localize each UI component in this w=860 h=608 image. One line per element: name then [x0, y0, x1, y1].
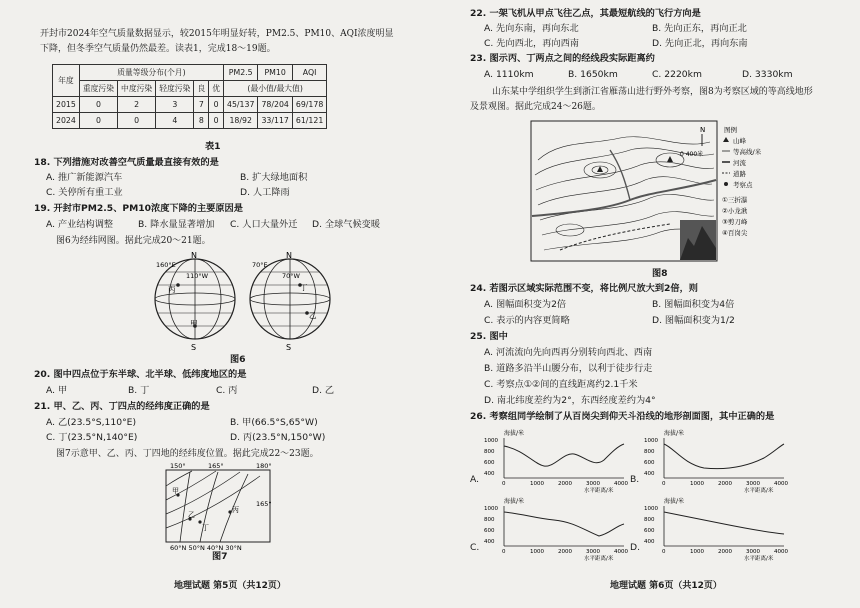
q24-option-c: C. 表示的内容更简略 [484, 315, 570, 326]
profile-line [504, 444, 624, 466]
q24-option-a: A. 图幅面积变为2倍 [484, 299, 567, 310]
q24-option-b: B. 图幅面积变为4倍 [652, 299, 735, 310]
row-year: 2024 [53, 113, 80, 129]
legend-title: 图例 [724, 126, 737, 134]
table-cell: 69/178 [292, 97, 326, 113]
q19-option-d: D. 全球气候变暖 [312, 219, 381, 230]
q18-option-a: A. 推广新能源汽车 [46, 172, 123, 183]
profile-chart-d [640, 496, 790, 562]
point-ding: 丁 [300, 283, 308, 292]
profile-chart-c [480, 496, 630, 562]
x-tick-label: 2000 [718, 549, 732, 555]
q19-option-c: C. 人口大量外迁 [230, 219, 298, 230]
fig6-caption: 图6 [230, 354, 246, 365]
q23-option-b: B. 1650km [568, 69, 618, 80]
s-label: S [286, 343, 292, 352]
point-1: ①三折瀑 [722, 196, 748, 204]
header-col: 重度污染 [79, 81, 117, 97]
profile-line [664, 512, 784, 534]
legend-river: 河流 [733, 159, 746, 167]
q18-stem: 18. 下列措施对改善空气质量最直接有效的是 [34, 157, 219, 168]
q21-stem: 21. 甲、乙、丙、丁四点的经纬度正确的是 [34, 401, 210, 412]
table-cell: 0 [118, 113, 156, 129]
x-tick-label: 0 [662, 481, 666, 487]
q22-option-d: D. 先向正北，再向东南 [652, 38, 748, 49]
q20-option-d: D. 乙 [312, 385, 335, 396]
table-cell: 8 [194, 113, 209, 129]
x-tick-label: 0 [502, 549, 506, 555]
y-tick-label: 800 [484, 449, 495, 455]
table-cell: 4 [156, 113, 194, 129]
fig7-point-yi: 乙 [188, 511, 195, 519]
y-tick-label: 800 [644, 517, 655, 523]
q19-stem: 19. 开封市PM2.5、PM10浓度下降的主要原因是 [34, 203, 243, 214]
fig7-point-bing: 丙 [232, 506, 239, 514]
header-pm25: PM2.5 [224, 65, 258, 81]
north-label: N [700, 126, 706, 134]
table-cell: 2 [118, 97, 156, 113]
profile-ylabel: 海拔/米 [664, 430, 685, 437]
y-tick-label: 400 [484, 471, 495, 477]
q23-option-a: A. 1110km [484, 69, 534, 80]
table-cell: 78/204 [258, 97, 292, 113]
intro-text-line1: 开封市2024年空气质量数据显示，较2015年明显好转，PM2.5、PM10、AQI浓度明显 [40, 29, 394, 39]
q21-option-d: D. 丙(23.5°N,150°W) [230, 432, 326, 443]
table-row [53, 113, 327, 129]
q19-option-a: A. 产业结构调整 [46, 219, 114, 230]
x-tick-label: 3000 [586, 481, 600, 487]
page-footer-right: 地理试题 第6页（共12页） [610, 581, 722, 591]
point-yi: 乙 [309, 311, 317, 320]
profile-line [664, 444, 784, 469]
header-col: 优 [209, 81, 224, 97]
q18-option-b: B. 扩大绿地面积 [240, 172, 308, 183]
table-cell: 18/92 [224, 113, 258, 129]
table-cell: 3 [156, 97, 194, 113]
x-tick-label: 1000 [690, 481, 704, 487]
q24-option-d: D. 图幅面积变为1/2 [652, 315, 735, 326]
exam-page-6 [430, 0, 860, 608]
fig8-intro-line2: 及景观图。据此完成24～26题。 [470, 102, 601, 112]
header-pm10: PM10 [258, 65, 292, 81]
y-tick-label: 600 [644, 460, 655, 466]
q22-stem: 22. 一架飞机从甲点飞往乙点，其最短航线的飞行方向是 [470, 8, 701, 19]
q22-option-b: B. 先向正东，再向正北 [652, 23, 747, 34]
x-tick-label: 1000 [530, 481, 544, 487]
left-lon: 110°W [186, 272, 209, 280]
table-cell: 0 [79, 97, 117, 113]
q21-option-b: B. 甲(66.5°S,65°W) [230, 417, 318, 428]
y-tick-label: 400 [644, 539, 655, 545]
x-tick-label: 3000 [746, 481, 760, 487]
x-tick-label: 1000 [690, 549, 704, 555]
q26-stem: 26. 考察组同学绘制了从百岗尖到仰天斗沿线的地形剖面图，其中正确的是 [470, 411, 775, 422]
row-year: 2015 [53, 97, 80, 113]
profile-xlabel: 水平距离/米 [744, 488, 774, 494]
right-lon: 70°W [282, 272, 300, 280]
point-jia: 甲 [190, 319, 198, 328]
y-tick-label: 400 [644, 471, 655, 477]
fig7-point-ding: 丁 [202, 524, 209, 532]
legend-road: 道路 [733, 170, 746, 178]
q18-option-c: C. 关停所有重工业 [46, 187, 123, 198]
y-tick-label: 600 [484, 528, 495, 534]
q19-option-b: B. 降水量显著增加 [138, 219, 215, 230]
n-label: N [286, 252, 292, 260]
fig7-top-lon: 150° [170, 462, 186, 470]
n-label: N [191, 252, 197, 260]
header-col: 良 [194, 81, 209, 97]
header-year: 年度 [53, 65, 80, 97]
point-2: ②小龙湫 [722, 207, 748, 215]
x-tick-label: 4000 [614, 549, 628, 555]
figure-8-contour-map [530, 120, 800, 264]
table-cell: 0 [209, 113, 224, 129]
table-cell: 33/117 [258, 113, 292, 129]
q23-option-d: D. 3330km [742, 69, 793, 80]
q24-stem: 24. 若图示区域实际范围不变，将比例尺放大到2倍，则 [470, 283, 698, 294]
x-tick-label: 3000 [586, 549, 600, 555]
fig7-point-jia: 甲 [172, 487, 179, 495]
fig7-intro: 图7示意甲、乙、丙、丁四地的经纬度位置。据此完成22～23题。 [56, 449, 319, 459]
q21-option-c: C. 丁(23.5°N,140°E) [46, 432, 138, 443]
fig7-top-lon: 180° [256, 462, 272, 470]
profile-chart-a [480, 428, 630, 494]
x-tick-label: 1000 [530, 549, 544, 555]
profile-option-label[interactable]: C. [470, 542, 480, 553]
scale-label: 0 400米 [680, 151, 704, 158]
header-aqi: AQI [292, 65, 326, 81]
fig6-intro: 图6为经纬网图。据此完成20～21题。 [56, 236, 211, 246]
q21-option-a: A. 乙(23.5°S,110°E) [46, 417, 137, 428]
s-label: S [191, 343, 197, 352]
y-tick-label: 1000 [484, 506, 498, 512]
y-tick-label: 400 [484, 539, 495, 545]
left-top-lon: 160°E [156, 261, 176, 269]
fig8-intro-line1: 山东某中学组织学生到浙江省雁荡山进行野外考察，图8为考察区域的等高线地形 [492, 87, 813, 97]
point-3: ③剪刀峰 [722, 218, 748, 226]
x-tick-label: 2000 [718, 481, 732, 487]
fig7-caption: 图7 [212, 551, 228, 562]
point-4: ④百岗尖 [722, 229, 748, 237]
page-footer-left: 地理试题 第5页（共12页） [174, 581, 286, 591]
table-cell: 0 [79, 113, 117, 129]
right-globe [250, 259, 330, 339]
intro-text-line2: 下降，但冬季空气质量仍然最差。读表1，完成18～19题。 [40, 44, 276, 54]
x-tick-label: 0 [662, 549, 666, 555]
y-tick-label: 800 [484, 517, 495, 523]
q25-stem: 25. 图中 [470, 331, 508, 342]
profile-option-label[interactable]: B. [630, 474, 640, 485]
profile-ylabel: 海拔/米 [504, 430, 525, 437]
air-quality-table [52, 64, 327, 129]
table-cell: 7 [194, 97, 209, 113]
legend-peak: 山峰 [733, 137, 746, 145]
table-cell: 61/121 [292, 113, 326, 129]
q22-option-a: A. 先向东南，再向东北 [484, 23, 579, 34]
x-tick-label: 3000 [746, 549, 760, 555]
q22-option-c: C. 先向西北，再向西南 [484, 38, 579, 49]
header-col: 中度污染 [118, 81, 156, 97]
x-tick-label: 4000 [774, 481, 788, 487]
figure-7-graticule [160, 462, 280, 550]
q25-option-a: A. 河流流向先向西再分别转向西北、西南 [484, 347, 653, 358]
x-tick-label: 4000 [614, 481, 628, 487]
table-cell: 0 [209, 97, 224, 113]
profile-chart-b [640, 428, 790, 494]
x-tick-label: 0 [502, 481, 506, 487]
x-tick-label: 2000 [558, 549, 572, 555]
y-tick-label: 1000 [644, 438, 658, 444]
y-tick-label: 600 [644, 528, 655, 534]
q20-stem: 20. 图中四点位于东半球、北半球、低纬度地区的是 [34, 369, 247, 380]
q18-option-d: D. 人工降雨 [240, 187, 290, 198]
profile-ylabel: 海拔/米 [664, 498, 685, 505]
q20-option-a: A. 甲 [46, 385, 68, 396]
table-caption: 表1 [205, 141, 221, 152]
y-tick-label: 1000 [644, 506, 658, 512]
point-bing: 丙 [168, 285, 176, 294]
table-cell: 45/137 [224, 97, 258, 113]
profile-xlabel: 水平距离/米 [584, 488, 614, 494]
q23-stem: 23. 图示丙、丁两点之间的经线段实际距离约 [470, 53, 655, 64]
profile-xlabel: 水平距离/米 [584, 556, 614, 562]
fig7-right-lon: 165° [256, 500, 272, 508]
profile-ylabel: 海拔/米 [504, 498, 525, 505]
q25-option-c: C. 考察点①②间的直线距离约2.1千米 [484, 379, 638, 390]
profile-xlabel: 水平距离/米 [744, 556, 774, 562]
legend-point: 考察点 [733, 181, 753, 189]
y-tick-label: 600 [484, 460, 495, 466]
x-tick-label: 4000 [774, 549, 788, 555]
profile-option-label[interactable]: D. [630, 542, 640, 553]
table-row [53, 97, 327, 113]
fig7-top-lon: 165° [208, 462, 224, 470]
q20-option-c: C. 丙 [216, 385, 238, 396]
legend-contour: 等高线/米 [733, 148, 762, 156]
header-col: 轻度污染 [156, 81, 194, 97]
q25-option-d: D. 南北纬度差约为2°，东西经度差约为4° [484, 395, 656, 406]
profile-option-label[interactable]: A. [470, 474, 480, 485]
x-tick-label: 2000 [558, 481, 572, 487]
header-distribution: 质量等级分布(个月) [79, 65, 223, 81]
fig7-bottom-lat: 60°N 50°N 40°N 30°N [170, 544, 242, 550]
y-tick-label: 1000 [484, 438, 498, 444]
header-range: (最小值/最大值) [224, 81, 327, 97]
q25-option-b: B. 道路多沿半山腰分布，以利于徒步行走 [484, 363, 653, 374]
y-tick-label: 800 [644, 449, 655, 455]
q20-option-b: B. 丁 [128, 385, 150, 396]
q23-option-c: C. 2220km [652, 69, 702, 80]
fig8-caption: 图8 [652, 268, 668, 279]
right-top-lon: 70°E [252, 261, 268, 269]
profile-line [504, 512, 624, 536]
figure-6-globes [150, 252, 340, 352]
